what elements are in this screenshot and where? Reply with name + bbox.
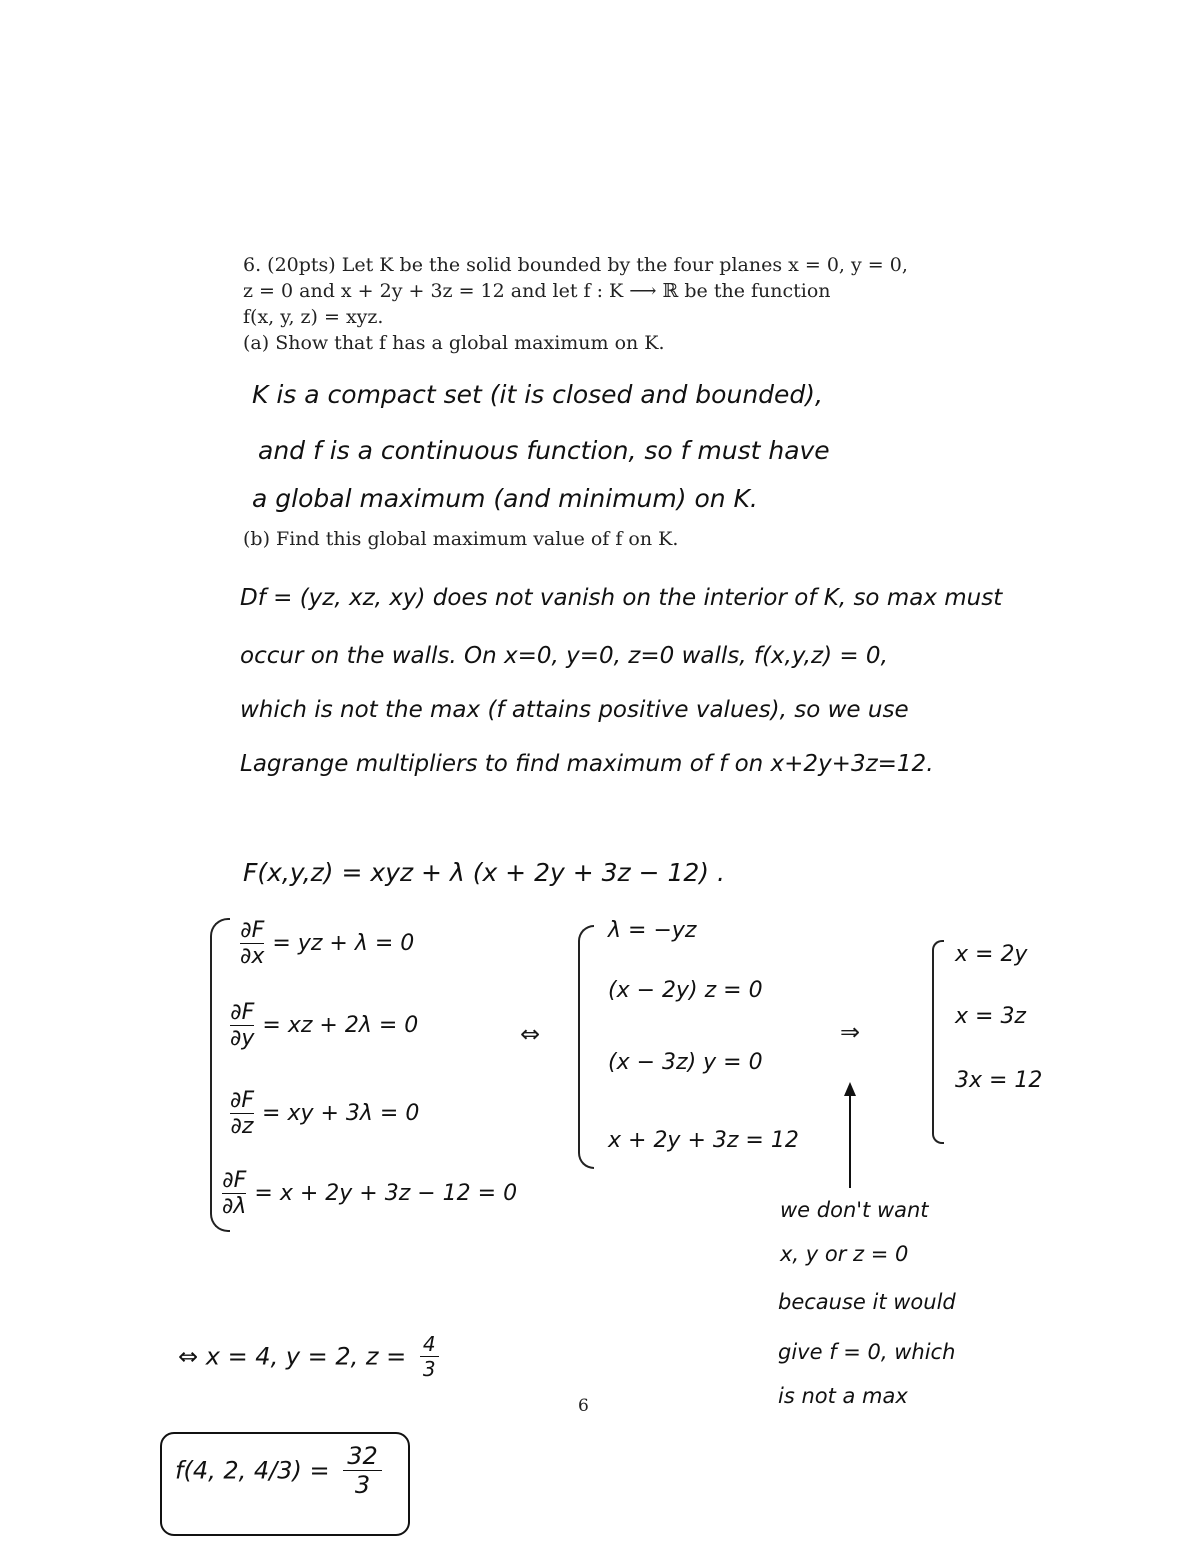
left-brace-system-2 — [578, 925, 594, 1169]
solution-z-num: 4 — [420, 1332, 439, 1357]
partial-z — [230, 1088, 419, 1139]
answer-b-line-1: Df = (yz, xz, xy) does not vanish on the interior of K, so max must — [240, 585, 1003, 611]
partial-y — [230, 1000, 418, 1051]
note-line-3: because it would — [778, 1290, 956, 1314]
partial-lambda-den: ∂λ — [222, 1194, 247, 1219]
solution-z-den: 3 — [422, 1357, 436, 1381]
final-answer — [175, 1442, 382, 1499]
reduced-eq-4: x + 2y + 3z = 12 — [608, 1128, 799, 1153]
reduced-eq-1: λ = −yz — [608, 918, 697, 943]
partial-z-num: ∂F — [230, 1088, 255, 1113]
implies-arrow: ⇒ — [840, 1018, 861, 1046]
partial-x-den: ∂x — [240, 944, 265, 969]
final-answer-lhs: f(4, 2, 4/3) = — [175, 1456, 330, 1485]
note-line-2: x, y or z = 0 — [780, 1242, 909, 1266]
problem-statement — [243, 252, 953, 356]
partial-x — [240, 918, 414, 969]
reduced-eq-2: (x − 2y) z = 0 — [608, 978, 763, 1003]
part-a-question: (a) Show that f has a global maximum on K. — [243, 332, 665, 354]
equivalence-arrow: ⇔ — [520, 1020, 541, 1048]
note-line-5: is not a max — [778, 1384, 908, 1408]
answer-a-line-2: and f is a continuous function, so f must have — [258, 436, 830, 465]
answer-a-line-1: K is a compact set (it is closed and bounded), — [252, 380, 823, 409]
problem-line-3: f(x, y, z) = xyz. — [243, 306, 384, 328]
partial-y-num: ∂F — [230, 1000, 255, 1025]
part-b-block — [243, 526, 953, 552]
answer-a-line-3: a global maximum (and minimum) on K. — [252, 484, 758, 513]
lagrangian: F(x,y,z) = xyz + λ (x + 2y + 3z − 12) . — [243, 858, 725, 887]
note-line-4: give f = 0, which — [778, 1340, 956, 1364]
part-b-question: (b) Find this global maximum value of f on K. — [243, 528, 679, 550]
partial-lambda-rhs: = x + 2y + 3z − 12 = 0 — [254, 1181, 518, 1206]
final-answer-den: 3 — [354, 1471, 371, 1499]
answer-b-line-2: occur on the walls. On x=0, y=0, z=0 walls, f(x,y,z) = 0, — [240, 643, 888, 669]
partial-z-rhs: = xy + 3λ = 0 — [262, 1101, 420, 1126]
answer-b-line-3: which is not the max (f attains positive values), so we use — [240, 697, 909, 723]
partial-y-rhs: = xz + 2λ = 0 — [262, 1013, 419, 1038]
partial-z-den: ∂z — [230, 1114, 254, 1139]
final-eq-2: x = 3z — [955, 1004, 1026, 1029]
left-brace-system-3 — [932, 940, 944, 1144]
partial-x-num: ∂F — [240, 918, 265, 943]
up-arrow-icon — [840, 1080, 860, 1190]
reduced-eq-3: (x − 3z) y = 0 — [608, 1050, 763, 1075]
partial-y-den: ∂y — [230, 1026, 255, 1051]
solution-prefix: ⇔ x = 4, y = 2, z = — [178, 1342, 407, 1371]
final-eq-1: x = 2y — [955, 942, 1028, 967]
problem-line-2: z = 0 and x + 2y + 3z = 12 and let f : K ⟶ ℝ be the function — [243, 280, 831, 302]
problem-line-1: 6. (20pts) Let K be the solid bounded by the four planes x = 0, y = 0, — [243, 254, 908, 276]
partial-lambda-num: ∂F — [222, 1168, 247, 1193]
page-number: 6 — [578, 1396, 589, 1416]
solution-line — [178, 1332, 439, 1381]
partial-lambda — [222, 1168, 517, 1219]
final-answer-num: 32 — [343, 1442, 382, 1471]
note-line-1: we don't want — [780, 1198, 929, 1222]
partial-x-rhs: = yz + λ = 0 — [272, 931, 415, 956]
final-eq-3: 3x = 12 — [955, 1068, 1043, 1093]
answer-b-line-4: Lagrange multipliers to find maximum of f on x+2y+3z=12. — [240, 751, 934, 777]
